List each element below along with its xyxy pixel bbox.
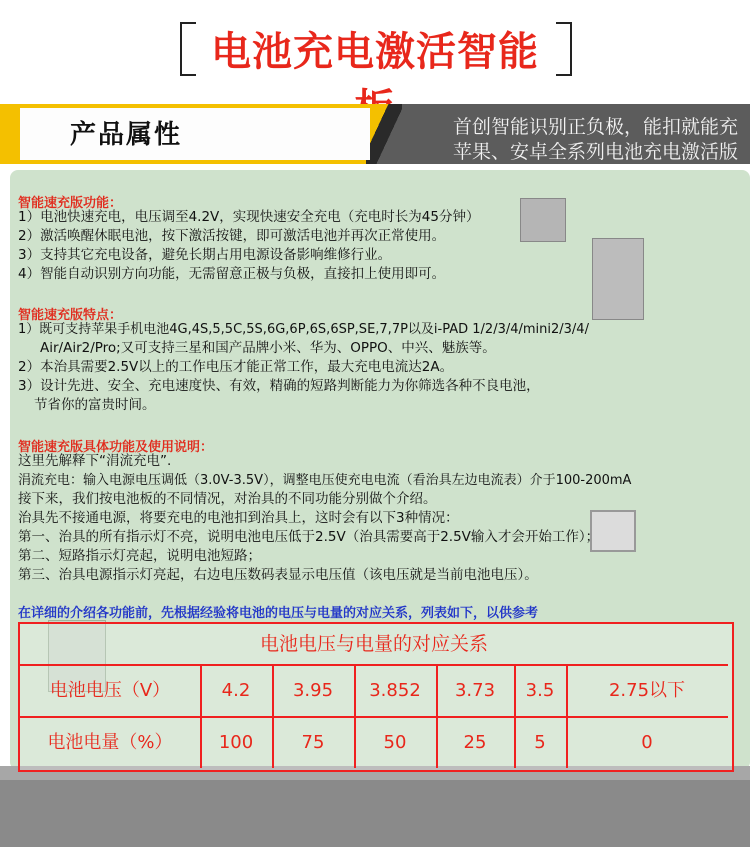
usage-item: 第三、治具电源指示灯亮起，右边电压数码表显示电压值（该电压就是当前电池电压）。 — [18, 567, 538, 583]
slogan-line-1: 首创智能识别正负极，能扣就能充 — [452, 116, 738, 138]
usage-item: 第一、治具的所有指示灯不亮，说明电池电压低于2.5V（治具需要高于2.5V输入才会开始工作）； — [18, 529, 600, 545]
capacity-cell: 0 — [641, 732, 653, 753]
header-band-divider — [366, 104, 402, 164]
voltage-label: 电池电压（V） — [49, 680, 171, 701]
function-item: 4）智能自动识别方向功能，无需留意正极与负极，直接扣上使用即可。 — [18, 266, 446, 282]
feature-item: 3）设计先进、安全、充电速度快、有效，精确的短路判断能力为你筛选各种不良电池， — [18, 378, 540, 394]
table-divider — [436, 666, 438, 768]
reference-note: 在详细的介绍各功能前，先根据经验将电池的电压与电量的对应关系，列表如下，以供参考 — [18, 606, 539, 621]
capacity-cell: 5 — [534, 732, 546, 753]
feature-item: 1）既可支持苹果手机电池4G,4S,5,5C,5S,6G,6P,6S,6SP,SE,7,7P以及i-PAD 1/2/3/4/mini2/3/4/ — [18, 322, 589, 337]
usb-port-icon — [520, 198, 566, 242]
function-item: 3）支持其它充电设备，避免长期占用电源设备影响维修行业。 — [18, 247, 392, 263]
section-heading-features: 智能速充版特点： — [18, 308, 123, 323]
usage-item: 接下来，我们按电池板的不同情况，对治具的不同功能分别做个介绍。 — [18, 491, 437, 507]
usage-item: 这里先解释下“涓流充电”. — [18, 453, 172, 469]
feature-item: Air/Air2/Pro;又可支持三星和国产品牌小米、华为、OPPO、中兴、魅族等。 — [40, 340, 496, 356]
table-divider — [354, 666, 356, 768]
usb-port-icon — [592, 238, 644, 320]
product-attributes-label: 产品属性 — [70, 120, 183, 150]
function-item: 2）激活唤醒休眠电池，按下激活按键，即可激活电池并再次正常使用。 — [18, 228, 446, 244]
table-divider — [272, 666, 274, 768]
usage-item: 治具先不接通电源，将要充电的电池扣到治具上，这时会有以下3种情况： — [18, 510, 459, 526]
section-heading-usage: 智能速充版具体功能及使用说明： — [18, 440, 214, 455]
table-row-capacity — [20, 718, 728, 768]
voltage-cell: 3.5 — [525, 680, 555, 701]
voltage-cell: 2.75以下 — [608, 680, 686, 701]
table-divider — [514, 666, 516, 768]
section-heading-functions: 智能速充版功能： — [18, 196, 123, 211]
capacity-cell: 100 — [218, 732, 254, 753]
voltage-cell: 3.73 — [454, 680, 496, 701]
feature-item: 节省你的富贵时间。 — [34, 397, 156, 413]
capacity-label: 电池电量（%） — [47, 732, 173, 753]
usage-item: 第二、短路指示灯亮起，说明电池短路； — [18, 548, 261, 564]
title-bracket-right — [556, 22, 572, 76]
usage-item: 涓流充电：输入电源电压调低（3.0V-3.5V），调整电压使充电电流（看治具左边电流表）介于100-200mA — [18, 473, 632, 488]
table-title: 电池电压与电量的对应关系 — [20, 624, 728, 666]
voltage-cell: 4.2 — [221, 680, 251, 701]
table-divider — [566, 666, 568, 768]
table-row-voltage — [20, 666, 728, 718]
feature-item: 2）本治具需要2.5V以上的工作电压才能正常工作，最大充电电流达2A。 — [18, 359, 454, 375]
voltage-cell: 3.95 — [292, 680, 334, 701]
capacity-cell: 25 — [463, 732, 487, 753]
page-title: 电池充电激活智能 — [211, 29, 539, 75]
function-item: 1）电池快速充电，电压调至4.2V，实现快速安全充电（充电时长为45分钟） — [18, 209, 480, 225]
capacity-cell: 50 — [383, 732, 407, 753]
capacity-cell: 75 — [301, 732, 325, 753]
slogan-line-2: 苹果、安卓全系列电池充电激活版 — [452, 141, 738, 163]
voltage-cell: 3.852 — [369, 680, 421, 701]
table-divider — [200, 666, 202, 768]
